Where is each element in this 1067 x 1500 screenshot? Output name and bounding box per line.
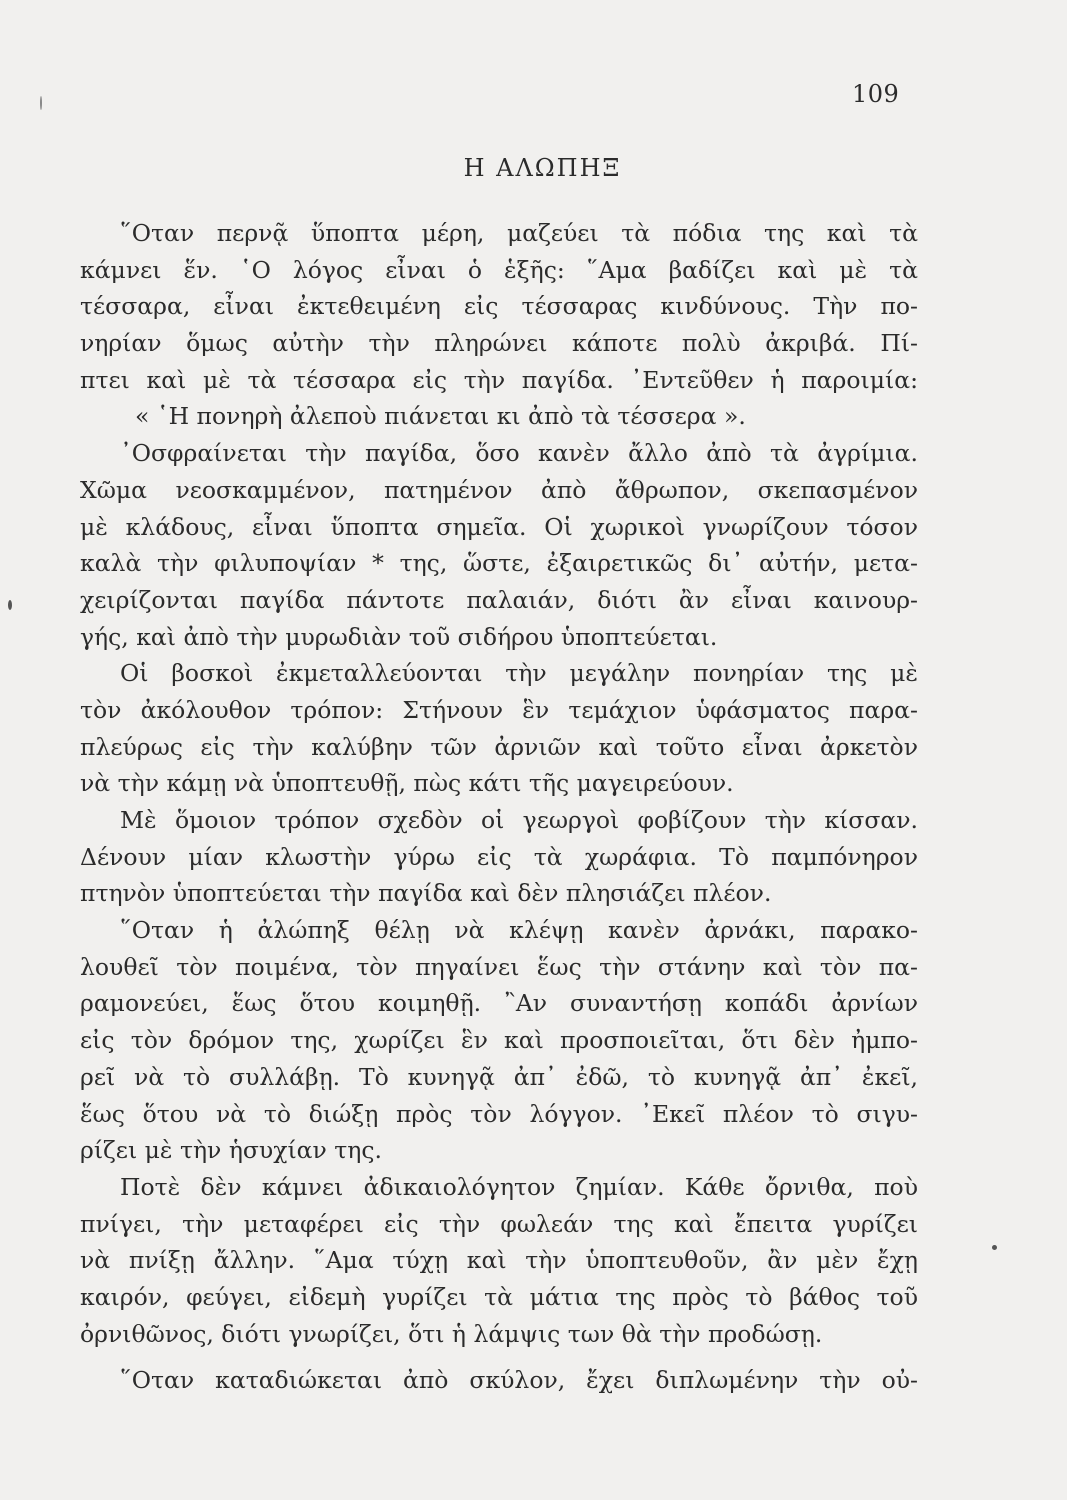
text-line: πτει καὶ μὲ τὰ τέσσαρα εἰς τὴν παγίδα. ᾽Εντεῦθεν ἡ παροιμία: <box>80 365 918 394</box>
text-line: νὰ πνίξῃ ἄλλην. ῞Αμα τύχῃ καὶ τὴν ὑποπτευθοῦν, ἂν μὲν ἔχῃ <box>80 1246 918 1275</box>
text-line: ῞Οταν ἡ ἀλώπηξ θέλῃ νὰ κλέψῃ κανὲν ἀρνάκι, παρακο- <box>120 916 918 945</box>
text-line: γής, καὶ ἀπὸ τὴν μυρωδιὰν τοῦ σιδήρου ὑποπτεύεται. <box>80 622 718 651</box>
text-line: νὰ τὴν κάμῃ νὰ ὑποπτευθῇ, πὼς κάτι τῆς μαγειρεύουν. <box>80 769 734 798</box>
page-number: 109 <box>852 80 900 108</box>
body-text <box>80 215 918 1399</box>
text-line: εἰς τὸν δρόμον της, χωρίζει ἓν καὶ προσποιεῖται, ὅτι δὲν ἠμπο- <box>80 1026 918 1055</box>
text-line: ῞Οταν καταδιώκεται ἀπὸ σκύλον, ἔχει διπλωμένην τὴν οὐ- <box>120 1366 918 1395</box>
scan-mark <box>8 600 12 610</box>
text-line: καλὰ τὴν φιλυποψίαν * της, ὥστε, ἐξαιρετικῶς δι᾽ αὐτήν, μετα- <box>80 549 918 578</box>
text-line: ἕως ὅτου νὰ τὸ διώξῃ πρὸς τὸν λόγγον. ᾽Εκεῖ πλέον τὸ σιγυ- <box>80 1099 918 1128</box>
text-line: ραμονεύει, ἕως ὅτου κοιμηθῇ. ῍Αν συναντήσῃ κοπάδι ἀρνίων <box>80 989 918 1018</box>
scan-mark <box>40 96 42 110</box>
text-line: ρεῖ νὰ τὸ συλλάβῃ. Τὸ κυνηγᾷ ἀπ᾽ ἐδῶ, τὸ κυνηγᾷ ἀπ᾽ ἐκεῖ, <box>80 1062 918 1091</box>
text-line: λουθεῖ τὸν ποιμένα, τὸν πηγαίνει ἕως τὴν στάνην καὶ τὸν πα- <box>80 952 918 981</box>
scan-mark <box>992 1245 997 1250</box>
text-line: πνίγει, τὴν μεταφέρει εἰς τὴν φωλεάν της καὶ ἔπειτα γυρίζει <box>80 1209 918 1238</box>
chapter-title: Η ΑΛΩΠΗΞ <box>463 154 622 182</box>
text-line: Ποτὲ δὲν κάμνει ἀδικαιολόγητον ζημίαν. Κάθε ὄρνιθα, ποὺ <box>120 1172 918 1201</box>
text-line: ὀρνιθῶνος, διότι γνωρίζει, ὅτι ἡ λάμψις των θὰ τὴν προδώσῃ. <box>80 1319 823 1348</box>
proverb-line: « ῾Η πονηρὴ ἀλεποὺ πιάνεται κι ἀπὸ τὰ τέσσερα ». <box>135 402 746 431</box>
text-line: τέσσαρα, εἶναι ἐκτεθειμένη εἰς τέσσαρας κινδύνους. Τὴν πο- <box>80 292 918 321</box>
text-line: πτηνὸν ὑποπτεύεται τὴν παγίδα καὶ δὲν πλησιάζει πλέον. <box>80 879 772 908</box>
text-line: ῞Οταν περνᾷ ὕποπτα μέρη, μαζεύει τὰ πόδια της καὶ τὰ <box>120 219 918 247</box>
text-line: τὸν ἀκόλουθον τρόπον: Στήνουν ἓν τεμάχιον ὑφάσματος παρα- <box>80 695 918 724</box>
text-line: καιρόν, φεύγει, εἰδεμὴ γυρίζει τὰ μάτια της πρὸς τὸ βάθος τοῦ <box>80 1282 918 1311</box>
text-line: χειρίζονται παγίδα πάντοτε παλαιάν, διότι ἂν εἶναι καινουρ- <box>80 585 918 614</box>
text-line: Χῶμα νεοσκαμμένον, πατημένον ἀπὸ ἄθρωπον, σκεπασμένον <box>80 475 918 504</box>
text-line: ρίζει μὲ τὴν ἡσυχίαν της. <box>80 1136 383 1165</box>
text-line: ᾽Οσφραίνεται τὴν παγίδα, ὅσο κανὲν ἄλλο ἀπὸ τὰ ἀγρίμια. <box>120 439 918 468</box>
text-line: μὲ κλάδους, εἶναι ὕποπτα σημεῖα. Οἱ χωρικοὶ γνωρίζουν τόσον <box>80 512 918 541</box>
text-line: Δένουν μίαν κλωστὴν γύρω εἰς τὰ χωράφια. Τὸ παμπόνηρον <box>80 842 918 871</box>
text-line: πλεύρως εἰς τὴν καλύβην τῶν ἀρνιῶν καὶ τοῦτο εἶναι ἀρκετὸν <box>80 732 918 761</box>
text-line: κάμνει ἕν. ῾Ο λόγος εἶναι ὁ ἑξῆς: ῞Αμα βαδίζει καὶ μὲ τὰ <box>80 255 918 284</box>
text-line: Μὲ ὅμοιον τρόπον σχεδὸν οἱ γεωργοὶ φοβίζουν τὴν κίσσαν. <box>120 806 918 834</box>
text-line: Οἱ βοσκοὶ ἐκμεταλλεύονται τὴν μεγάλην πονηρίαν της μὲ <box>120 659 918 688</box>
text-line: νηρίαν ὅμως αὐτὴν τὴν πληρώνει κάποτε πολὺ ἀκριβά. Πί- <box>80 329 918 358</box>
